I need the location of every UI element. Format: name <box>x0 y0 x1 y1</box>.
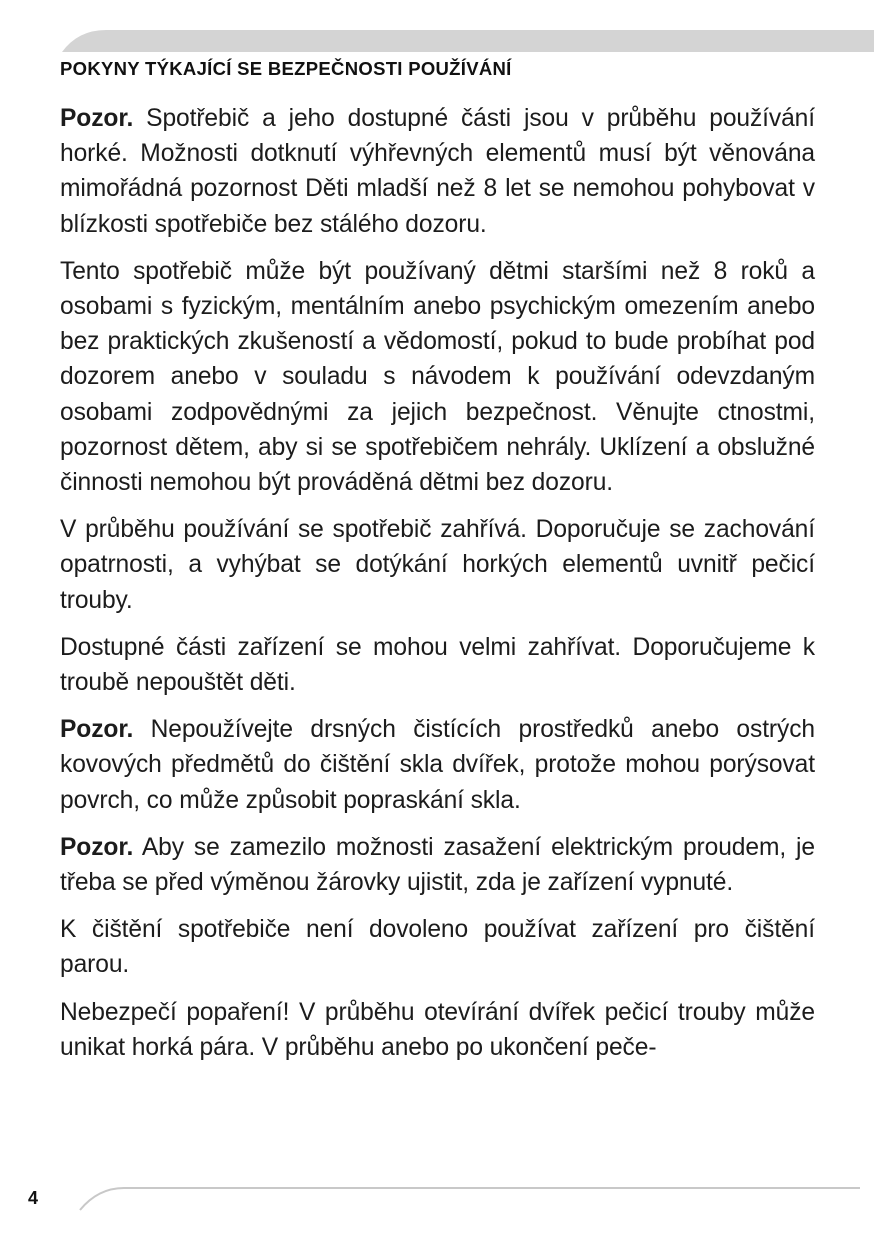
document-body <box>60 101 815 1077</box>
paragraph-warning-cleaning-glass <box>60 712 815 818</box>
warning-label: Pozor. <box>60 105 134 132</box>
footer-line-shape <box>80 1188 860 1210</box>
paragraph-scald-danger <box>60 995 815 1065</box>
paragraph-heating <box>60 512 815 618</box>
paragraph-children-usage <box>60 254 815 500</box>
header-band <box>0 0 874 60</box>
paragraph-text: Nebezpečí popaření! V průběhu otevírání dvířek pečicí trouby může unikat horká pára. V průběhu anebo po ukončení peče- <box>60 998 815 1061</box>
paragraph-text: Tento spotřebič může být používaný dětmi staršími než 8 roků a osobami s fyzickým, mentálním anebo psychickým omezením anebo bez praktických zkušeností a vědomostí, pokud to bude probíhat pod dozorem anebo v souladu s návodem k používání odevzdaným osobami zodpovědnými za jejich bezpečnost. Věnujte ctnostmi, pozornost dětem, aby si se spotřebičem nehrály. Uklízení a obslužné činnosti nemohou být prováděná dětmi bez dozoru. <box>60 257 815 497</box>
paragraph-text: Nepoužívejte drsných čistících prostředků anebo ostrých kovových předmětů do čištění skla dvířek, protože mohou porýsovat povrch, co může způsobit popraskání skla. <box>60 716 815 814</box>
paragraph-warning-bulb <box>60 830 815 900</box>
header-band-shape <box>62 30 874 52</box>
paragraph-text: Dostupné části zařízení se mohou velmi zahřívat. Doporučujeme k troubě nepouštět děti. <box>60 633 815 697</box>
paragraph-text: Aby se zamezilo možnosti zasažení elektrickým proudem, je třeba se před výměnou žárovky ujistit, zda je zařízení vypnuté. <box>60 833 815 897</box>
paragraph-text: Spotřebič a jeho dostupné části jsou v průběhu používání horké. Možnosti dotknutí výhřevných elementů musí být věnována mimořádná pozornost Děti mladší než 8 let se nemohou pohybovat v blízkosti spotřebiče bez stálého dozoru. <box>60 105 815 238</box>
section-title: POKYNY TÝKAJÍCÍ SE BEZPEČNOSTI POUŽÍVÁNÍ <box>60 58 512 79</box>
warning-label: Pozor. <box>60 716 134 744</box>
page-number: 4 <box>28 1188 39 1208</box>
paragraph-steam-cleaning <box>60 912 815 982</box>
paragraph-accessible-parts <box>60 630 815 700</box>
warning-label: Pozor. <box>60 833 134 861</box>
paragraph-text: V průběhu používání se spotřebič zahřívá. Doporučuje se zachování opatrnosti, a vyhýbat se dotýkání horkých elementů uvnitř pečicí trouby. <box>60 516 815 614</box>
footer-line <box>0 1180 874 1220</box>
paragraph-warning-hot-parts <box>60 101 815 242</box>
paragraph-text: K čištění spotřebiče není dovoleno používat zařízení pro čištění parou. <box>60 916 815 979</box>
